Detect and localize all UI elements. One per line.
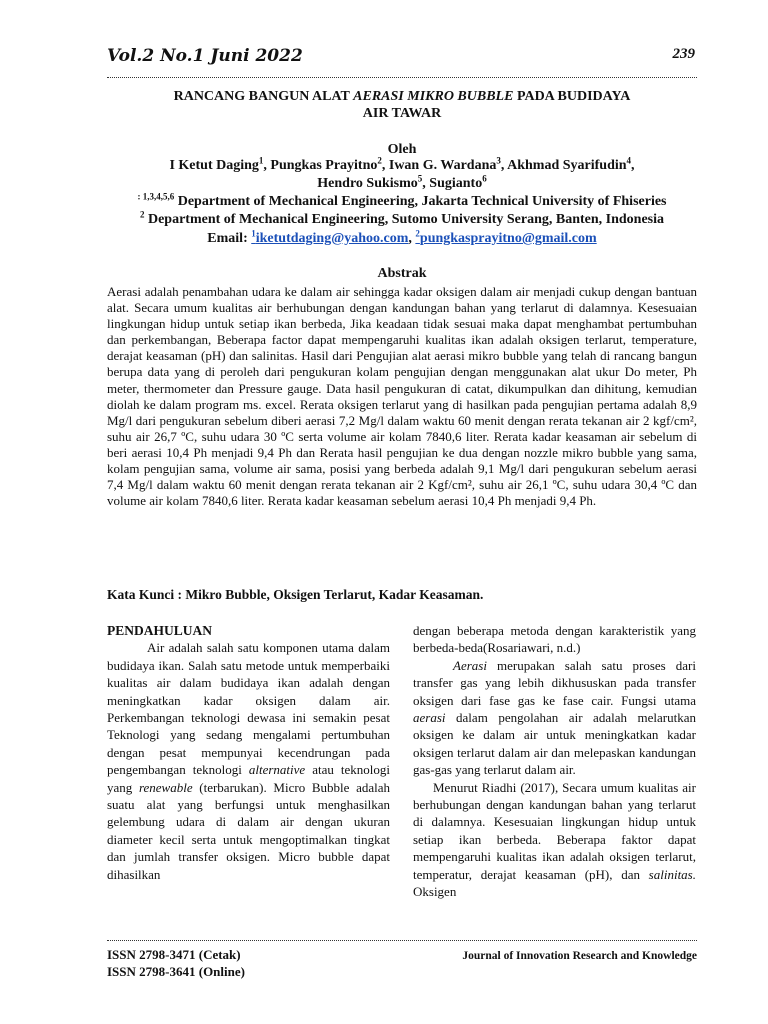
abstract-text: Aerasi adalah penambahan udara ke dalam air sehingga kadar oksigen dalam air menjadi cukup dengan bantuan alat. Secara umum kualitas air berhubungan dengan kandungan bahan yang terlarut di dalamnya. Kesesuaian lingkungan hidup untuk setiap ikan berbeda, Jika keadaan tidak sesuai maka dapat menghambat pertumbuhan dan perkembangan, Beberapa factor dapat mempengaruhi kualitas ikan adalah oksigen terlarut, temperature, derajat keasaman (pH) dan salinitas. Hasil dari Pengujian alat aerasi mikro bubble yang telah di rancang bangun berupa data yang di peroleh dari pengukuran kolam pengujian dengan menggunakan alat ukur Do meter, Ph meter, thermometer dan Pressure gauge. Data hasil pengukuran di catat, dikumpulkan dan dihitung, kemudian diolah ke dalam program ms. excel. Rerata oksigen terlarut yang di hasilkan pada pengujian pertama adalah 8,9 Mg/l dari pengukuran sebelum diberi aerasi 7,2 Mg/l dalam waktu 60 menit dengan rerata tekanan air 2 kgf/cm², suhu air 26,7 ºC, suhu udara 30 ºC serta volume air kolam 7840,6 liter. Rerata kadar keasaman air sebelum di beri aerasi 10,4 Ph menjadi 9,4 Ph dan Rerata hasil pengujian ke dua dengan nozzle mikro bubble yang sama, kolam pengujian sama, volume air sama, posisi yang berbeda adalah 9,1 Mg/l dari pengukuran sebelum aerasi 7,4 Mg/l dalam waktu 60 menit dengan rerata tekanan air 2 Kgf/cm², suhu air 26,1 ºC, suhu udara 30,4 ºC dan volume air kolam 7840,6 liter. Rerata kadar keasaman sebelum aerasi 10,4 Ph menjadi 9,4 Ph.: [107, 284, 697, 509]
paper-title: RANCANG BANGUN ALAT AERASI MIKRO BUBBLE PADA BUDIDAYA AIR TAWAR: [173, 89, 631, 121]
affiliation-2: $^2$ Department of Mechanical Engineering, Sutomo University Serang, Banten, Indonesia: [139, 209, 665, 227]
journal-name: Journal of Innovation Research and Knowledge: [462, 950, 697, 962]
header-divider: [107, 77, 697, 78]
section-heading: PENDAHULUAN: [107, 623, 213, 638]
email-link-2[interactable]: $^2$pungkasprayitno@gmail.com: [415, 228, 597, 246]
right-paragraph-0: dengan beberapa metoda dengan karakteristik yang berbeda-beda(Rosariawari, n.d.): [413, 623, 696, 656]
page-header: [107, 46, 695, 72]
keywords: Kata Kunci : Mikro Bubble, Oksigen Terlarut, Kadar Keasaman.: [107, 587, 484, 602]
right-column: [413, 622, 696, 901]
left-column: [107, 622, 390, 883]
abstract-heading: Abstrak: [377, 266, 427, 281]
issn-print: ISSN 2798-3471 (Cetak): [107, 947, 241, 962]
email-link-1[interactable]: $^1$iketutdaging@yahoo.com: [251, 228, 409, 246]
page-number: 239: [672, 46, 695, 62]
left-paragraph: Air adalah salah satu komponen utama dalam budidaya ikan. Salah satu metode untuk memperbaiki kualitas air dalam budidaya ikan adalah dengan meningkatkan kadar oksigen dalam air. Perkembangan teknologi dewasa ini semakin pesat Teknologi yang sedang mengalami pertumbuhan dengan pesat mempunyai kecendrungan pada pengembangan teknologi alternative atau teknologi yang renewable (terbarukan). Micro Bubble adalah suatu alat yang berfungsi untuk menghasilkan gelembung udara di dalam air dengan ukuran diameter kecil serta untuk mengoptimalkan tingkat dan jumlah transfer oksigen. Micro bubble dapat dihasilkan: [107, 640, 390, 882]
email-line: Email: $^1$iketutdaging@yahoo.com, $^2$pungkasprayitno@gmail.com: [207, 228, 597, 246]
oleh-label: Oleh: [387, 142, 417, 157]
volume-issue: Vol.2 No.1 Juni 2022: [107, 46, 303, 66]
affiliation-1: $^{: 1,3,4,5,6}$ Department of Mechanical Engineering, Jakarta Technical University of Fhiseries: [137, 191, 667, 209]
right-paragraph-2: Menurut Riadhi (2017), Secara umum kualitas air berhubungan dengan kandungan bahan yang terlarut di dalamnya. Kesesuaian lingkungan hidup untuk setiap ikan berbeda. Beberapa faktor dapat mempengaruhi kualitas ikan adalah oksigen terlarut, temperatur, derajat keasaman (pH), dan salinitas. Oksigen: [413, 779, 696, 900]
footer-divider: [107, 940, 697, 941]
right-paragraph-1: Aerasi merupakan salah satu proses dari transfer gas yang lebih dikhususkan pada transfer oksigen dari fase gas ke fase cair. Fungsi utama aerasi dalam pengolahan air adalah melarutkan oksigen ke dalam air untuk meningkatkan kadar oksigen terlarut dalam air dan melepaskan kandungan gas-gas yang terlarut dalam air.: [413, 657, 696, 778]
issn-block: [107, 946, 245, 980]
author-list: I Ketut Daging$^1$, Pungkas Prayitno$^2$, Iwan G. Wardana$^3$, Akhmad Syarifudin$^4$, Hendro Sukismo$^5$, Sugianto$^6$: [169, 155, 635, 191]
page-footer: [107, 946, 697, 986]
issn-online: ISSN 2798-3641 (Online): [107, 964, 245, 979]
